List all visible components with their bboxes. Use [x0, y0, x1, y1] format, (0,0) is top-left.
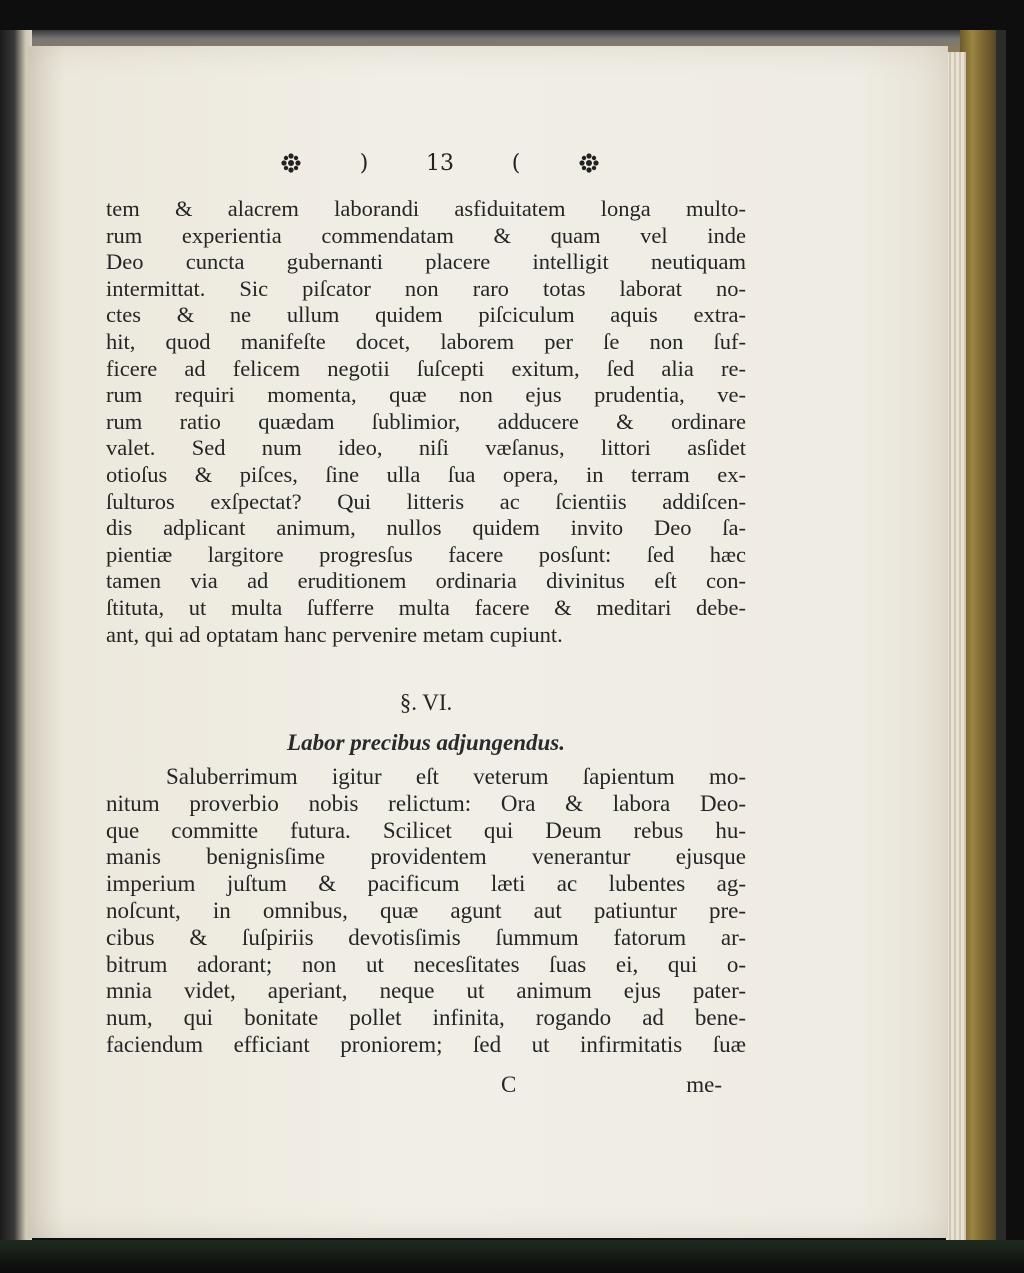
section-heading: §. VI. — [399, 690, 453, 715]
text-line: manis benignisſime providentem venerantur ejusque — [106, 844, 746, 870]
cover-edge — [996, 30, 1006, 1260]
text-line: faciendum efficiant proniorem; ſed ut infirmitatis ſuæ — [106, 1031, 746, 1057]
paragraph-1 — [106, 196, 746, 648]
text-line: ſtituta, ut multa ſufferre multa facere & meditari debe- — [106, 594, 746, 620]
text-line: otioſus & piſces, ſine ulla ſua opera, in terram ex- — [106, 461, 746, 487]
page-edges — [946, 52, 966, 1240]
text-line: pientiæ largitore progresſus facere posſunt: ſed hæc — [106, 541, 746, 567]
book-cover-board — [960, 30, 1000, 1260]
text-line: intermittat. Sic piſcator non raro totas laborat no- — [106, 275, 746, 301]
page-footer — [106, 1072, 746, 1102]
text-line: tamen via ad eruditionem ordinaria divinitus eſt con- — [106, 568, 746, 594]
header-right-paren: ( — [511, 150, 521, 176]
rosette-ornament-icon — [578, 152, 600, 174]
text-line: rum experientia commendatam & quam vel inde — [106, 222, 746, 248]
text-line: cibus & ſuſpiriis devotisſimis ſummum fatorum ar- — [106, 924, 746, 950]
text-line: rum requiri momenta, quæ non ejus prudentia, ve- — [106, 382, 746, 408]
text-line: Saluberrimum igitur eſt veterum ſapientum mo- — [166, 764, 746, 789]
header-left-paren: ) — [359, 150, 369, 176]
catchword: me- — [686, 1072, 722, 1097]
text-line: noſcunt, in omnibus, quæ agunt aut patiuntur pre- — [106, 897, 746, 923]
running-header — [280, 148, 600, 178]
text-line: ant, qui ad optatam hanc pervenire metam cupiunt. — [106, 621, 563, 647]
text-line: mnia videt, aperiant, neque ut animum ejus pater- — [106, 978, 746, 1004]
text-line: dis adplicant animum, nullos quidem invito Deo ſa- — [106, 515, 746, 541]
text-line: imperium juſtum & pacificum læti ac lubentes ag- — [106, 871, 746, 897]
page-number: 13 — [426, 150, 454, 176]
text-line: nitum proverbio nobis relictum: Ora & labora Deo- — [106, 790, 746, 816]
text-line: ficere ad felicem negotii ſuſcepti exitum, ſed alia re- — [106, 355, 746, 381]
paragraph-2 — [106, 764, 746, 1059]
text-line: bitrum adorant; non ut necesſitates ſuas ei, qui o- — [106, 951, 746, 977]
text-line: ſulturos exſpectat? Qui litteris ac ſcientiis addiſcen- — [106, 488, 746, 514]
text-line: tem & alacrem laborandi asfiduitatem longa multo- — [106, 196, 746, 221]
text-line: valet. Sed num ideo, niſi væſanus, littori asſidet — [106, 435, 746, 461]
rosette-ornament-icon — [280, 152, 302, 174]
scan-bottom-edge — [0, 1240, 1024, 1273]
section-subtitle: Labor precibus adjungendus. — [287, 730, 565, 755]
text-line: rum ratio quædam ſublimior, adducere & ordinare — [106, 408, 746, 434]
text-line: Deo cuncta gubernanti placere intelligit neutiquam — [106, 249, 746, 275]
text-line: num, qui bonitate pollet infinita, rogando ad bene- — [106, 1005, 746, 1031]
text-line: hit, quod manifeſte docet, laborem per ſe non ſuf- — [106, 328, 746, 354]
signature-mark: C — [501, 1072, 517, 1097]
text-line: ctes & ne ullum quidem piſciculum aquis extra- — [106, 302, 746, 328]
text-line: que committe futura. Scilicet qui Deum rebus hu- — [106, 817, 746, 843]
